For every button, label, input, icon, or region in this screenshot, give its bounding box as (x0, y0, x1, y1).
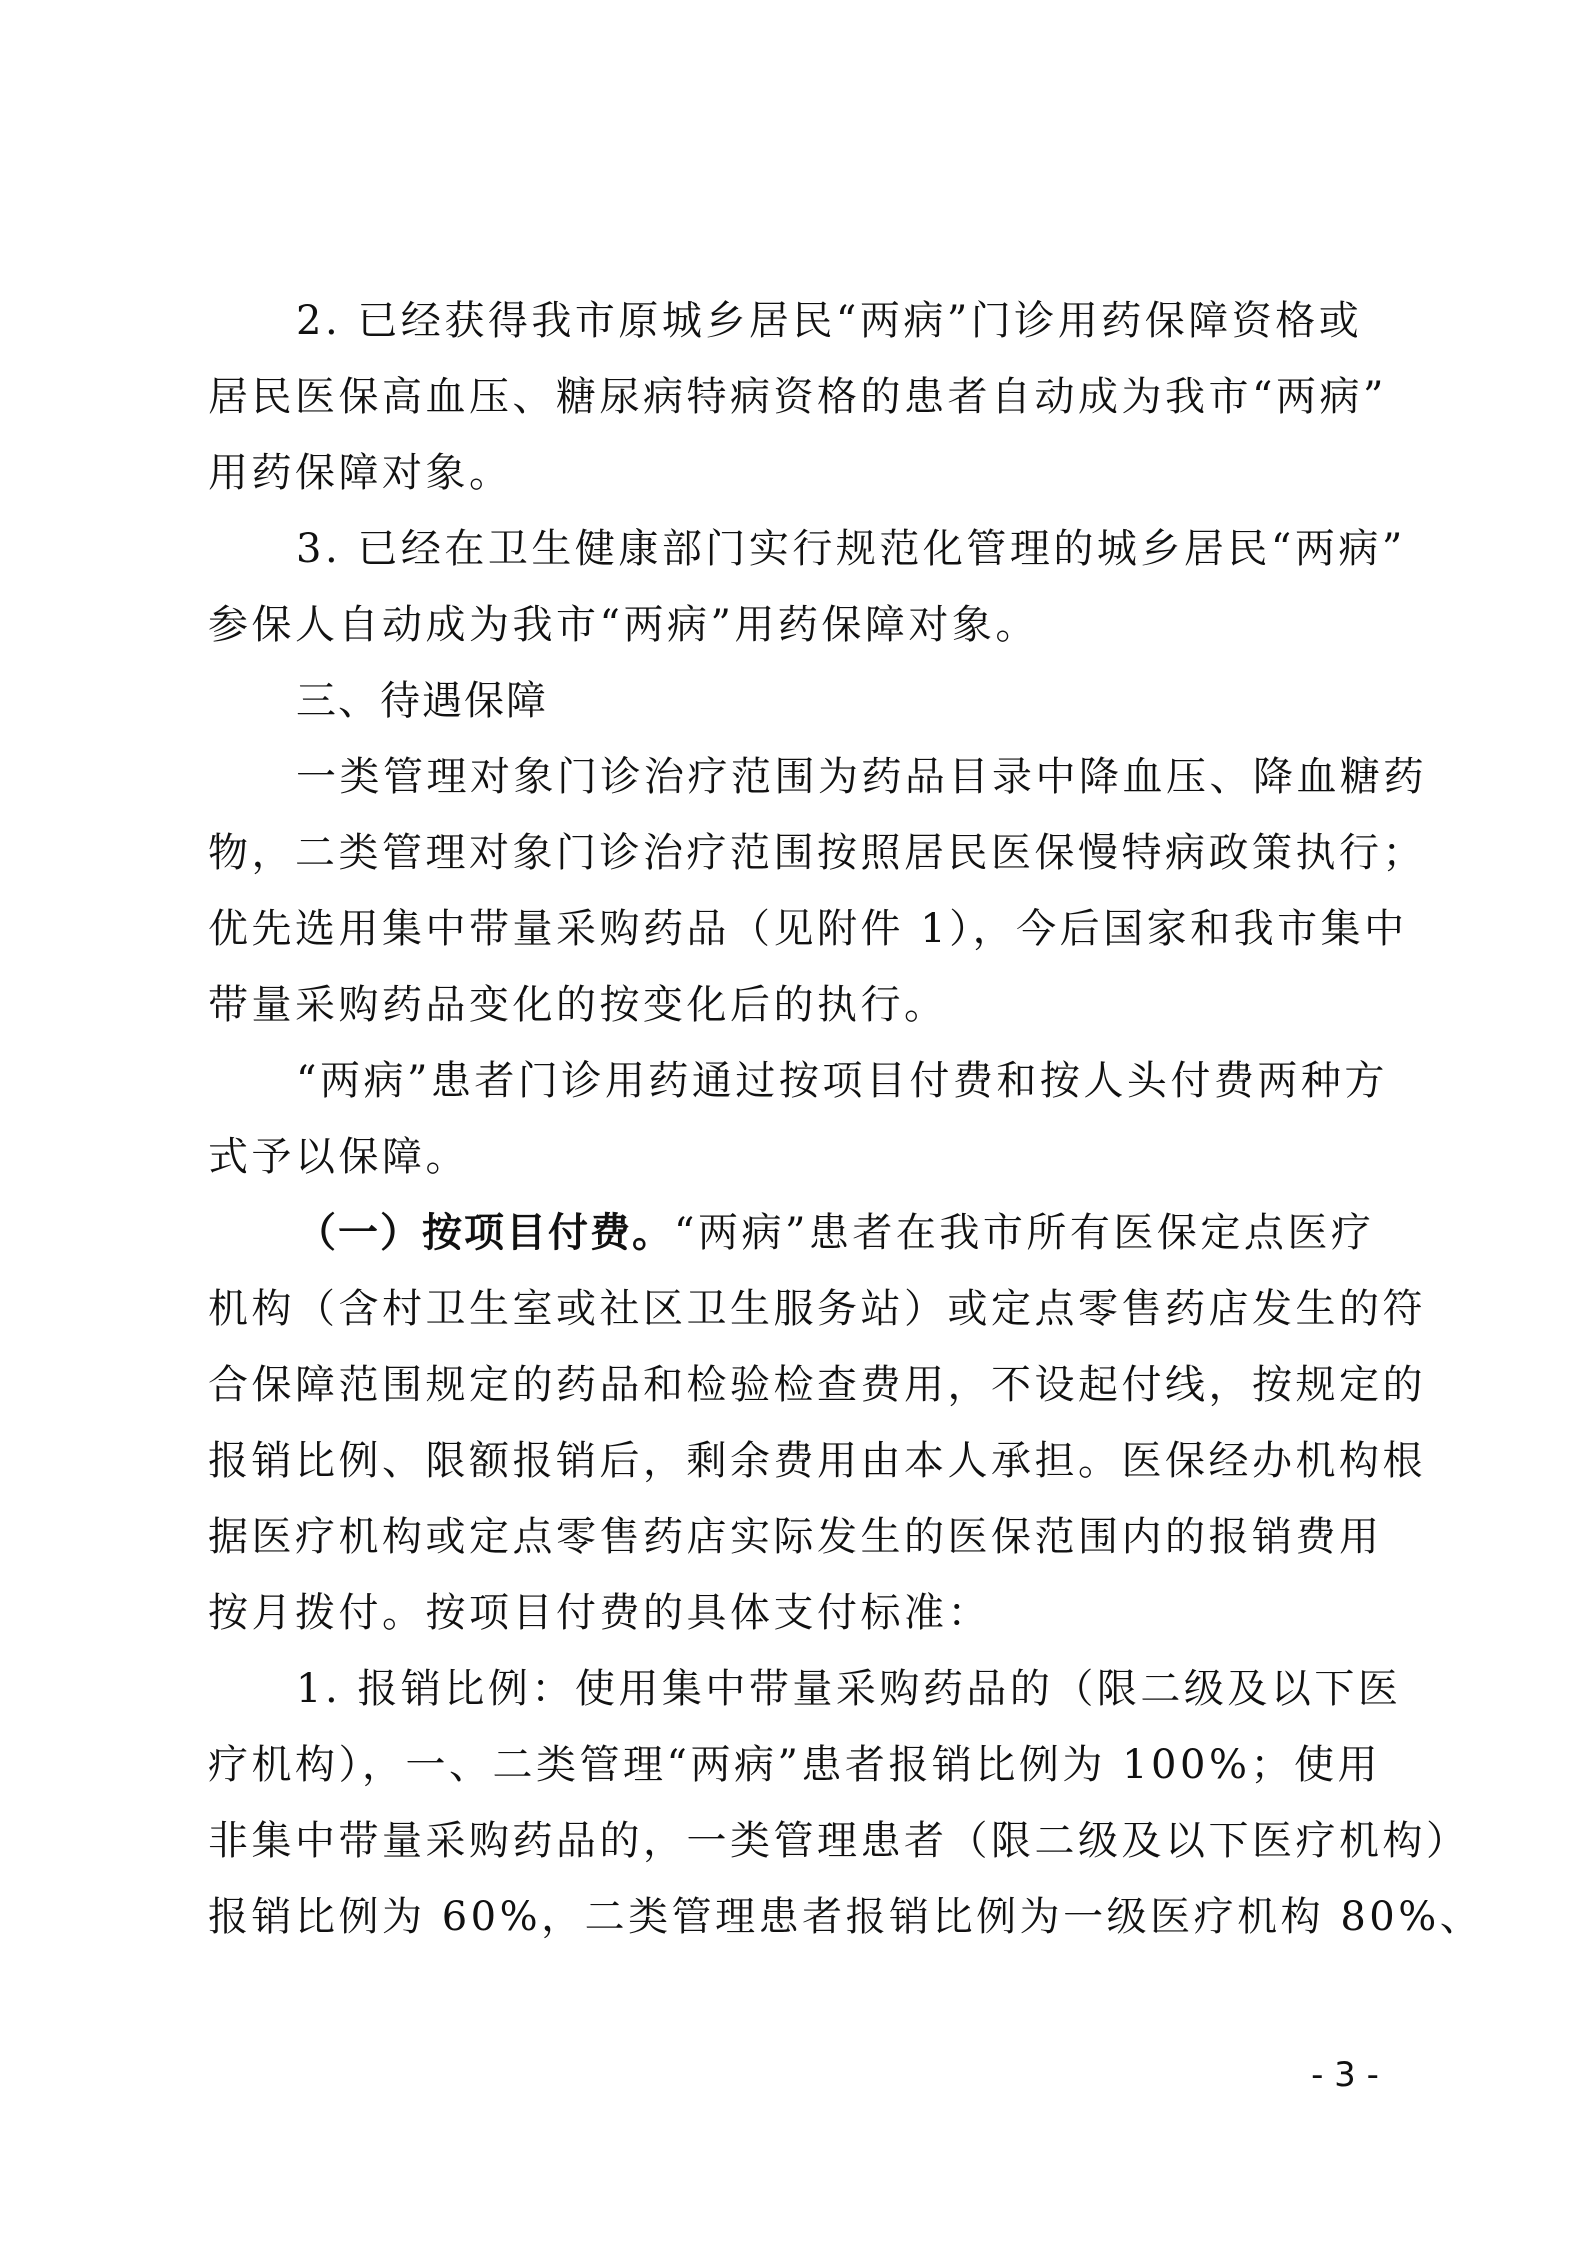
paragraph-line: 非集中带量采购药品的，一类管理患者（限二级及以下医疗机构） (208, 1818, 1470, 1864)
paragraph-line: 1. 报销比例：使用集中带量采购药品的（限二级及以下医 (296, 1666, 1402, 1712)
paragraph-line: 2. 已经获得我市原城乡居民“两病”门诊用药保障资格或 (296, 298, 1363, 344)
page-number: - 3 - (1311, 2055, 1379, 2095)
paragraph-line: 按月拨付。按项目付费的具体支付标准： (208, 1590, 991, 1636)
paragraph-line: 用药保障对象。 (208, 450, 513, 496)
paragraph-line: 合保障范围规定的药品和检验检查费用，不设起付线，按规定的 (208, 1362, 1426, 1408)
paragraph-line: 机构（含村卫生室或社区卫生服务站）或定点零售药店发生的符 (208, 1286, 1426, 1332)
paragraph-line: 带量采购药品变化的按变化后的执行。 (208, 982, 948, 1028)
paragraph-line: 参保人自动成为我市“两病”用药保障对象。 (208, 602, 1039, 648)
subsection-lead: （一）按项目付费。 (296, 1210, 674, 1256)
paragraph-line: “两病”患者门诊用药通过按项目付费和按人头付费两种方 (296, 1058, 1388, 1104)
paragraph-line: 优先选用集中带量采购药品（见附件 1），今后国家和我市集中 (208, 906, 1408, 952)
paragraph-line: 居民医保高血压、糖尿病特病资格的患者自动成为我市“两病” (208, 374, 1387, 420)
paragraph-line: 式予以保障。 (208, 1134, 469, 1180)
document-body (208, 283, 1484, 1955)
paragraph-line-text: “两病”患者在我市所有医保定点医疗 (674, 1210, 1375, 1256)
paragraph-line: 物，二类管理对象门诊治疗范围按照居民医保慢特病政策执行； (208, 830, 1426, 876)
paragraph-line: 3. 已经在卫生健康部门实行规范化管理的城乡居民“两病” (296, 526, 1406, 572)
paragraph-line: 据医疗机构或定点零售药店实际发生的医保范围内的报销费用 (208, 1514, 1383, 1560)
paragraph-line: 报销比例为 60%，二类管理患者报销比例为一级医疗机构 80%、 (208, 1894, 1484, 1940)
paragraph-line (208, 1195, 1384, 1271)
paragraph-line: 疗机构），一、二类管理“两病”患者报销比例为 100%；使用 (208, 1742, 1381, 1788)
paragraph-line: 报销比例、限额报销后，剩余费用由本人承担。医保经办机构根 (208, 1438, 1426, 1484)
section-heading: 三、待遇保障 (296, 678, 548, 724)
paragraph-line: 一类管理对象门诊治疗范围为药品目录中降血压、降血糖药 (296, 754, 1427, 800)
